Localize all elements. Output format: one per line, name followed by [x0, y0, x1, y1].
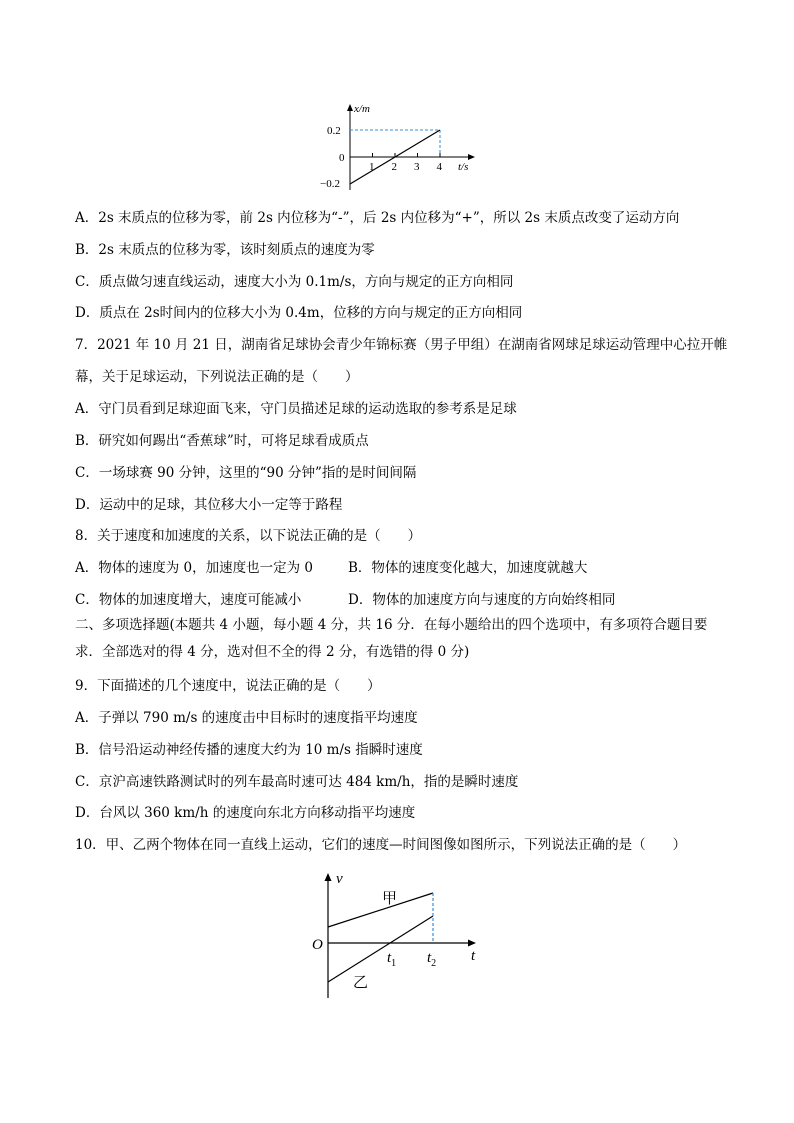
- q6-option-b: B．2s 末质点的位移为零，该时刻质点的速度为零: [75, 242, 375, 258]
- series-yi-label: 乙: [353, 975, 369, 991]
- section2-heading-line2: 求．全部选对的得 4 分，选对但不全的得 2 分，有选错的得 0 分): [75, 644, 470, 660]
- x-tick-label-3: 3: [414, 161, 420, 173]
- q6-option-a: A．2s 末质点的位移为零，前 2s 内位移为“-”，后 2s 内位移为“+”，所以 2s 末质点改变了运动方向: [75, 210, 680, 226]
- x-axis-arrow: [468, 154, 475, 160]
- t1-subscript: 1: [391, 958, 397, 969]
- x-tick-label-2: 2: [391, 161, 397, 173]
- v-axis-arrow: [325, 873, 332, 881]
- series-yi-line: [328, 916, 433, 982]
- q7-option-d: D．运动中的足球，其位移大小一定等于路程: [75, 497, 343, 513]
- q9-stem: 9．下面描述的几个速度中，说法正确的是（ ）: [75, 678, 381, 694]
- y-axis-label: x/m: [354, 103, 370, 115]
- q9-option-b: B．信号沿运动神经传播的速度大约为 10 m/s 指瞬时速度: [75, 742, 423, 758]
- q8-option-a: A．物体的速度为 0，加速度也一定为 0: [75, 560, 314, 576]
- t2-label: $t_2$: [427, 950, 437, 969]
- q7-stem-line1: 7．2021 年 10 月 21 日，湖南省足球协会青少年锦标赛（男子甲组）在湖南省网球足球运动管理中心拉开帷: [75, 337, 728, 353]
- q9-option-c: C．京沪高速铁路测试时的列车最高时速可达 484 km/h，指的是瞬时速度: [75, 774, 519, 790]
- q10-stem: 10．甲、乙两个物体在同一直线上运动，它们的速度—时间图像如图所示，下列说法正确的是（ ）: [75, 837, 687, 853]
- q8-stem: 8．关于速度和加速度的关系，以下说法正确的是（ ）: [75, 528, 422, 544]
- q6-option-c: C．质点做匀速直线运动，速度大小为 0.1m/s，方向与规定的正方向相同: [75, 274, 514, 290]
- t-axis-label: t: [471, 948, 476, 964]
- y-axis-arrow: [347, 104, 353, 111]
- t-axis-arrow: [468, 940, 476, 947]
- origin-label: O: [312, 937, 323, 953]
- t2-subscript: 2: [431, 958, 437, 969]
- x-tick-label-1: 1: [369, 161, 375, 173]
- q8-option-b: B．物体的速度变化越大，加速度就越大: [348, 560, 588, 576]
- xt-graph: [310, 98, 480, 196]
- x-axis-label: t/s: [458, 161, 469, 173]
- q8-option-c: C．物体的加速度增大，速度可能减小: [75, 592, 302, 608]
- y-tick-label-neg-0-2: −0.2: [320, 178, 340, 190]
- series-jia-label: 甲: [382, 891, 398, 907]
- t1-label: $t_1$: [387, 950, 397, 969]
- q6-option-d: D．质点在 2s时间内的位移大小为 0.4m，位移的方向与规定的正方向相同: [75, 305, 523, 321]
- v-axis-label: v: [336, 871, 343, 887]
- y-tick-label-0: 0: [339, 152, 345, 164]
- q8-option-d: D．物体的加速度方向与速度的方向始终相同: [348, 592, 616, 608]
- series-jia-line: [328, 893, 433, 927]
- q9-option-a: A．子弹以 790 m/s 的速度击中目标时的速度指平均速度: [75, 710, 418, 726]
- y-tick-label-0-2: 0.2: [327, 125, 341, 137]
- q7-option-b: B．研究如何踢出“香蕉球”时，可将足球看成质点: [75, 433, 369, 449]
- vt-graph: [305, 865, 490, 1005]
- x-tick-label-4: 4: [436, 161, 442, 173]
- q7-stem-line2: 幕，关于足球运动，下列说法正确的是（ ）: [75, 369, 359, 385]
- section2-heading-line1: 二、多项选择题(本题共 4 小题，每小题 4 分，共 16 分．在每小题给出的四个选项中，有多项符合题目要: [75, 617, 708, 633]
- q7-option-a: A．守门员看到足球迎面飞来，守门员描述足球的运动选取的参考系是足球: [75, 401, 517, 417]
- q7-option-c: C．一场球赛 90 分钟，这里的“90 分钟”指的是时间间隔: [75, 465, 417, 481]
- q9-option-d: D．台风以 360 km/h 的速度向东北方向移动指平均速度: [75, 805, 416, 821]
